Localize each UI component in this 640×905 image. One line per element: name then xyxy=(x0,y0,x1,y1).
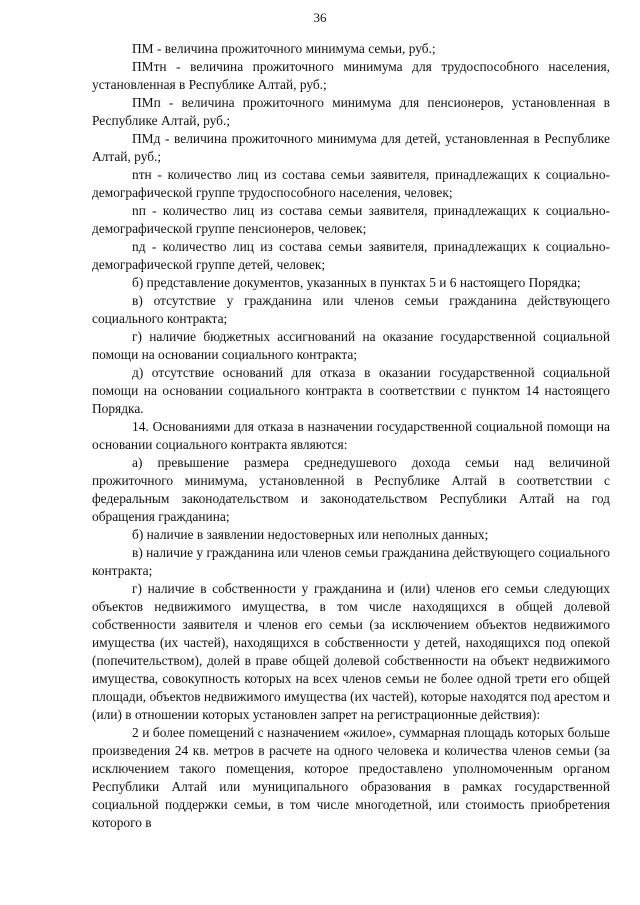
paragraph: ПМ - величина прожиточного минимума семьи, руб.; xyxy=(132,41,436,56)
document-body xyxy=(92,40,610,832)
paragraph: г) наличие в собственности у гражданина и (или) членов его семьи следующих объектов недвижимого имущества, в том числе находящихся в общей долевой собственности заявителя и членов его семьи (за исключением объектов недвижимого имущества (их частей), находящихся в собственности у детей, находящихся под опекой (попечительством), долей в праве общей долевой собственности на объект недвижимого имущества, совокупность которых на всех членов семьи не более одной трети его общей площади, объектов недвижимого имущества (их частей), которые находятся под арестом и (или) в отношении которых установлен запрет на регистрационные действия): xyxy=(92,581,610,722)
paragraph: nд - количество лиц из состава семьи заявителя, принадлежащих к социально-демографической группе детей, человек; xyxy=(92,239,610,272)
paragraph: б) представление документов, указанных в пунктах 5 и 6 настоящего Порядка; xyxy=(132,275,581,290)
paragraph: ПМтн - величина прожиточного минимума для трудоспособного населения, установленная в Республике Алтай, руб.; xyxy=(92,59,610,92)
paragraph: ПМд - величина прожиточного минимума для детей, установленная в Республике Алтай, руб.; xyxy=(92,131,610,164)
paragraph: б) наличие в заявлении недостоверных или неполных данных; xyxy=(132,527,489,542)
page-number: 36 xyxy=(313,10,327,25)
paragraph: 14. Основаниями для отказа в назначении государственной социальной помощи на основании социального контракта являются: xyxy=(92,419,610,452)
paragraph: а) превышение размера среднедушевого дохода семьи над величиной прожиточного минимума, установленной в Республике Алтай в соответствии с федеральным законодательством и законодательством Республики Алтай на год обращения гражданина; xyxy=(92,455,610,524)
paragraph: ПМп - величина прожиточного минимума для пенсионеров, установленная в Республике Алтай, руб.; xyxy=(92,95,610,128)
paragraph: 2 и более помещений с назначением «жилое», суммарная площадь которых больше произведения 24 кв. метров в расчете на одного человека и количества членов семьи (за исключением такого помещения, которое предоставлено уполномоченным органом Республики Алтай или муниципального образования в рамках государственной социальной поддержки семьи, в том числе многодетной, или стоимость приобретения которого в xyxy=(92,725,610,830)
paragraph: nтн - количество лиц из состава семьи заявителя, принадлежащих к социально-демографической группе трудоспособного населения, человек; xyxy=(92,167,610,200)
paragraph: в) отсутствие у гражданина или членов семьи гражданина действующего социального контракта; xyxy=(92,293,610,326)
paragraph: д) отсутствие оснований для отказа в оказании государственной социальной помощи на основании социального контракта в соответствии с пунктом 14 настоящего Порядка. xyxy=(92,365,610,416)
paragraph: в) наличие у гражданина или членов семьи гражданина действующего социального контракта; xyxy=(92,545,610,578)
paragraph: г) наличие бюджетных ассигнований на оказание государственной социальной помощи на основании социального контракта; xyxy=(92,329,610,362)
paragraph: nп - количество лиц из состава семьи заявителя, принадлежащих к социально-демографической группе пенсионеров, человек; xyxy=(92,203,610,236)
